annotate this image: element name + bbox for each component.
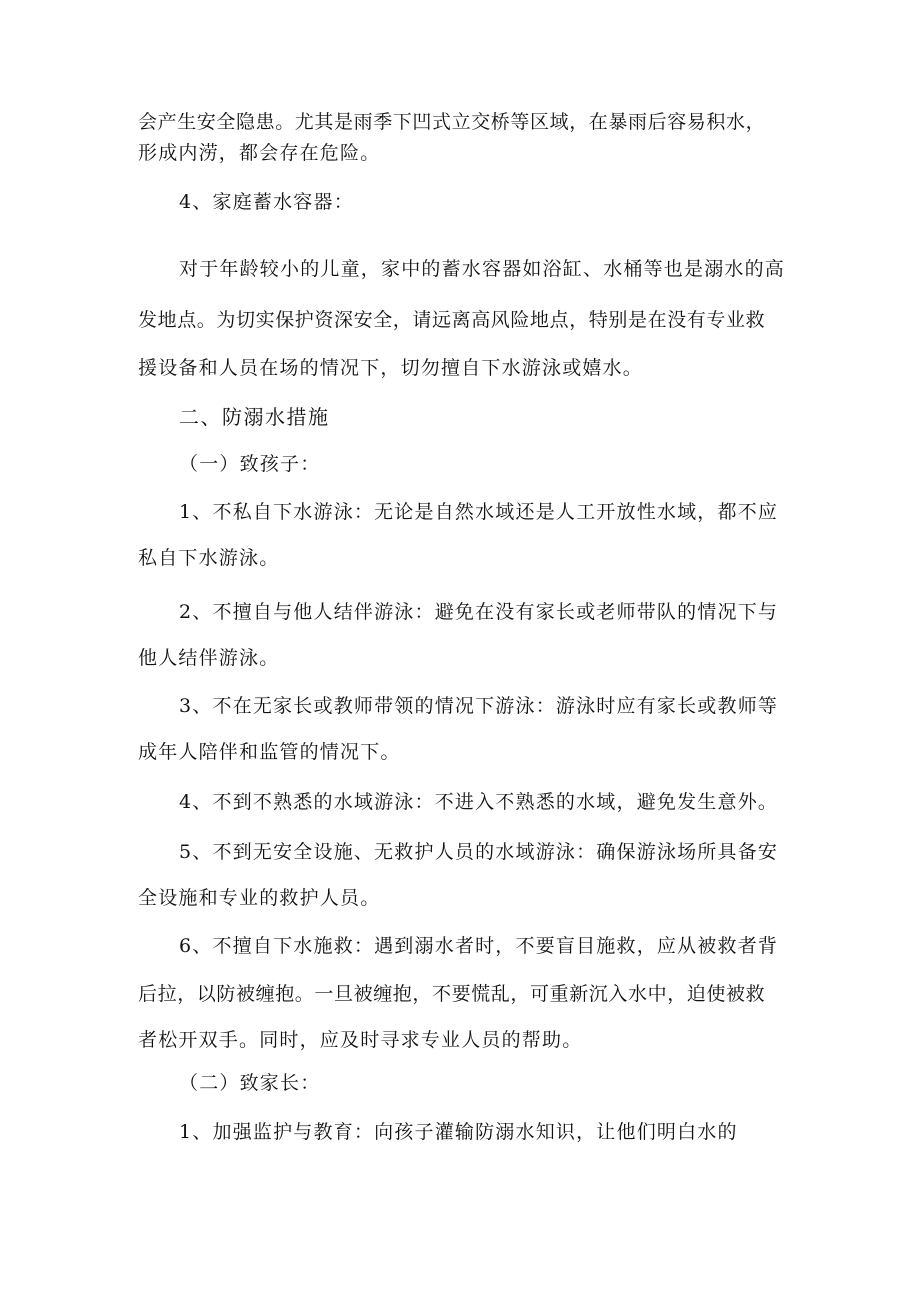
child-rule-1-line-1: 1、不私自下水游泳：无论是自然水域还是人工开放性水域，都不应 xyxy=(179,501,779,523)
child-rule-1-line-2: 私自下水游泳。 xyxy=(138,547,280,569)
child-rule-5-line-1: 5、不到无安全设施、无救护人员的水域游泳：确保游泳场所具备安 xyxy=(179,841,779,863)
child-rule-6-line-1: 6、不擅自下水施救：遇到溺水者时，不要盲目施救，应从被救者背 xyxy=(179,935,779,957)
child-rule-3-line-2: 成年人陪伴和监管的情况下。 xyxy=(138,741,401,763)
item4-line-2: 发地点。为切实保护资深安全，请远离高风险地点，特别是在没有专业救 xyxy=(138,309,766,331)
child-rule-5-line-2: 全设施和专业的救护人员。 xyxy=(138,887,381,909)
intro-line-2: 形成内涝，都会存在危险。 xyxy=(138,142,381,164)
child-rule-4-line-1: 4、不到不熟悉的水域游泳：不进入不熟悉的水域，避免发生意外。 xyxy=(179,791,779,813)
section2-heading: 二、防溺水措施 xyxy=(179,405,330,429)
item4-heading: 4、家庭蓄水容器： xyxy=(179,191,354,213)
child-rule-2-line-1: 2、不擅自与他人结伴游泳：避免在没有家长或老师带队的情况下与 xyxy=(179,601,779,623)
child-rule-2-line-2: 他人结伴游泳。 xyxy=(138,647,280,669)
intro-line-1: 会产生安全隐患。尤其是雨季下凹式立交桥等区域，在暴雨后容易积水， xyxy=(138,111,766,133)
child-rule-3-line-1: 3、不在无家长或教师带领的情况下游泳：游泳时应有家长或教师等 xyxy=(179,695,779,717)
item4-line-3: 援设备和人员在场的情况下，切勿擅自下水游泳或嬉水。 xyxy=(138,357,644,379)
item4-line-1: 对于年龄较小的儿童，家中的蓄水容器如浴缸、水桶等也是溺水的高 xyxy=(179,258,786,280)
child-rule-6-line-2: 后拉，以防被缠抱。一旦被缠抱，不要慌乱，可重新沉入水中，迫使被救 xyxy=(138,983,766,1005)
sub1-heading: （一）致孩子： xyxy=(179,453,321,475)
parent-rule-1-line-1: 1、加强监护与教育：向孩子灌输防溺水知识，让他们明白水的 xyxy=(179,1121,738,1143)
child-rule-6-line-3: 者松开双手。同时，应及时寻求专业人员的帮助。 xyxy=(138,1029,583,1051)
sub2-heading: （二）致家长： xyxy=(179,1072,321,1094)
